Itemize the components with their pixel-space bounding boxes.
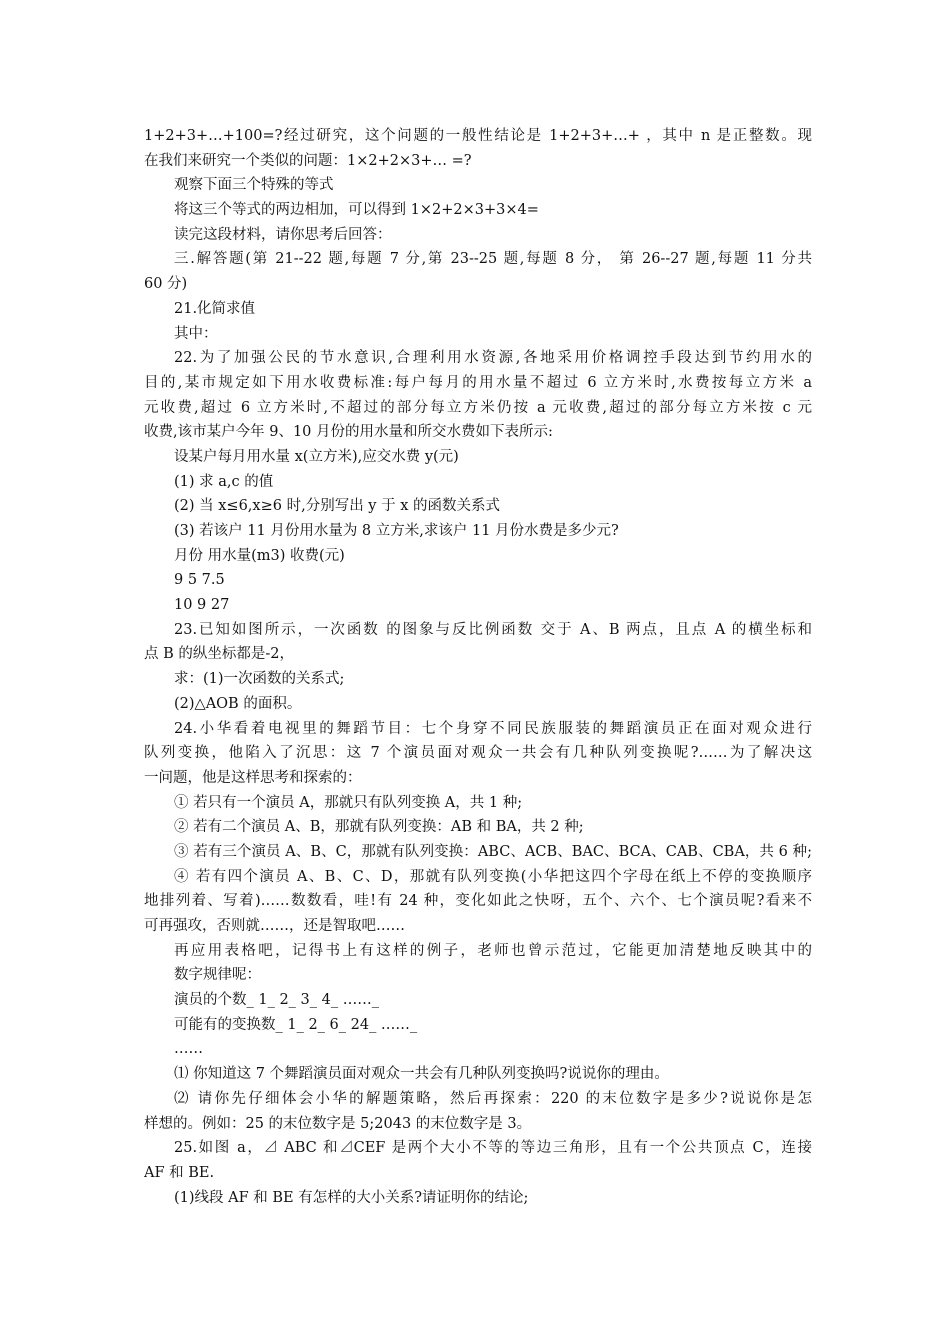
table-row: 9 5 7.5 — [174, 572, 225, 589]
table-header: 月份 用水量(m3) 收费(元) — [174, 547, 345, 564]
text-line: 队列变换，他陷入了沉思：这 7 个演员面对观众一共会有几种队列变换呢?……为了解决这 — [144, 745, 812, 762]
list-item: ② 若有二个演员 A、B，那就有队列变换：AB 和 BA，共 2 种; — [174, 819, 584, 836]
table-row: 10 9 27 — [174, 597, 230, 614]
text-line: 其中： — [174, 325, 218, 342]
text-line: 元收费,超过 6 立方米时,不超过的部分每立方米仍按 a 元收费,超过的部分每立方米按 c 元 — [144, 399, 812, 416]
text-line: 目的,某市规定如下用水收费标准:每户每月的用水量不超过 6 立方米时,水费按每立方米 a — [144, 374, 812, 391]
text-line: 地排列着、写着)……数数看，哇!有 24 种，变化如此之快呀，五个、六个、七个演员呢?看来不 — [144, 893, 812, 910]
document-page — [144, 124, 812, 1210]
sub-question: (1)线段 AF 和 BE 有怎样的大小关系?请证明你的结论; — [174, 1189, 529, 1206]
text-line: 一问题，他是这样思考和探索的： — [144, 769, 362, 786]
text-line: 数字规律呢： — [174, 967, 261, 984]
text-line: 60 分) — [144, 276, 188, 293]
text-line: 样想的。例如：25 的末位数字是 5;2043 的末位数字是 3。 — [144, 1115, 532, 1132]
table-row: 演员的个数_ 1_ 2_ 3_ 4_ ……_ — [174, 992, 379, 1009]
text-line: AF 和 BE. — [144, 1164, 215, 1181]
text-line: 收费,该市某户今年 9、10 月份的用水量和所交水费如下表所示: — [144, 424, 553, 441]
text-line: 观察下面三个特殊的等式 — [174, 177, 334, 194]
sub-question: (2) 当 x≤6,x≥6 时,分别写出 y 于 x 的函数关系式 — [174, 498, 500, 515]
question-title: 21.化简求值 — [174, 300, 256, 317]
text-line: 再应用表格吧，记得书上有这样的例子，老师也曾示范过，它能更加清楚地反映其中的 — [174, 942, 812, 959]
sub-question: (1) 求 a,c 的值 — [174, 473, 274, 490]
text-line: 可再强攻，否则就……，还是智取吧…… — [144, 918, 405, 934]
text-line: 点 B 的纵坐标都是-2， — [144, 646, 294, 663]
table-row: 可能有的变换数_ 1_ 2_ 6_ 24_ ……_ — [174, 1016, 418, 1033]
question-title: 25.如图 a，⊿ ABC 和⊿CEF 是两个大小不等的等边三角形，且有一个公共顶点 C，连接 — [174, 1140, 812, 1157]
sub-question: ⑵ 请你先仔细体会小华的解题策略，然后再探索：220 的末位数字是多少?说说你是怎 — [174, 1090, 812, 1107]
text-line: 设某户每月用水量 x(立方米),应交水费 y(元) — [174, 448, 459, 465]
list-item: ① 若只有一个演员 A，那就只有队列变换 A，共 1 种; — [174, 794, 523, 811]
text-line: 将这三个等式的两边相加，可以得到 1×2+2×3+3×4= — [174, 202, 539, 219]
question-title: 24.小华看着电视里的舞蹈节目：七个身穿不同民族服装的舞蹈演员正在面对观众进行 — [174, 720, 812, 737]
question-title: 22.为了加强公民的节水意识,合理利用水资源,各地采用价格调控手段达到节约用水的 — [174, 350, 812, 367]
list-item: ④ 若有四个演员 A、B、C、D，那就有队列变换(小华把这四个字母在纸上不停的变换顺序 — [174, 868, 812, 885]
sub-question: ⑴ 你知道这 7 个舞蹈演员面对观众一共会有几种队列变换吗?说说你的理由。 — [174, 1066, 669, 1083]
list-item: ③ 若有三个演员 A、B、C，那就有队列变换：ABC、ACB、BAC、BCA、CAB、CBA，共 6 种; — [174, 843, 812, 860]
text-line: 1+2+3+…+100=?经过研究，这个问题的一般性结论是 1+2+3+…+ ，其中 n 是正整数。现 — [144, 128, 812, 144]
text-line: …… — [174, 1041, 203, 1058]
question-title: 23.已知如图所示，一次函数 的图象与反比例函数 交于 A、B 两点，且点 A 的横坐标和 — [174, 621, 812, 638]
text-line: 在我们来研究一个类似的问题：1×2+2×3+… =? — [144, 152, 472, 169]
sub-question: (3) 若该户 11 月份用水量为 8 立方米,求该户 11 月份水费是多少元? — [174, 523, 619, 539]
text-line: 读完这段材料，请你思考后回答： — [174, 226, 392, 243]
sub-question: (2)△AOB 的面积。 — [174, 695, 302, 712]
section-heading: 三.解答题(第 21--22 题,每题 7 分,第 23--25 题,每题 8 分， 第 26--27 题,每题 11 分共 — [174, 251, 812, 268]
sub-question: 求：(1)一次函数的关系式; — [174, 671, 345, 688]
